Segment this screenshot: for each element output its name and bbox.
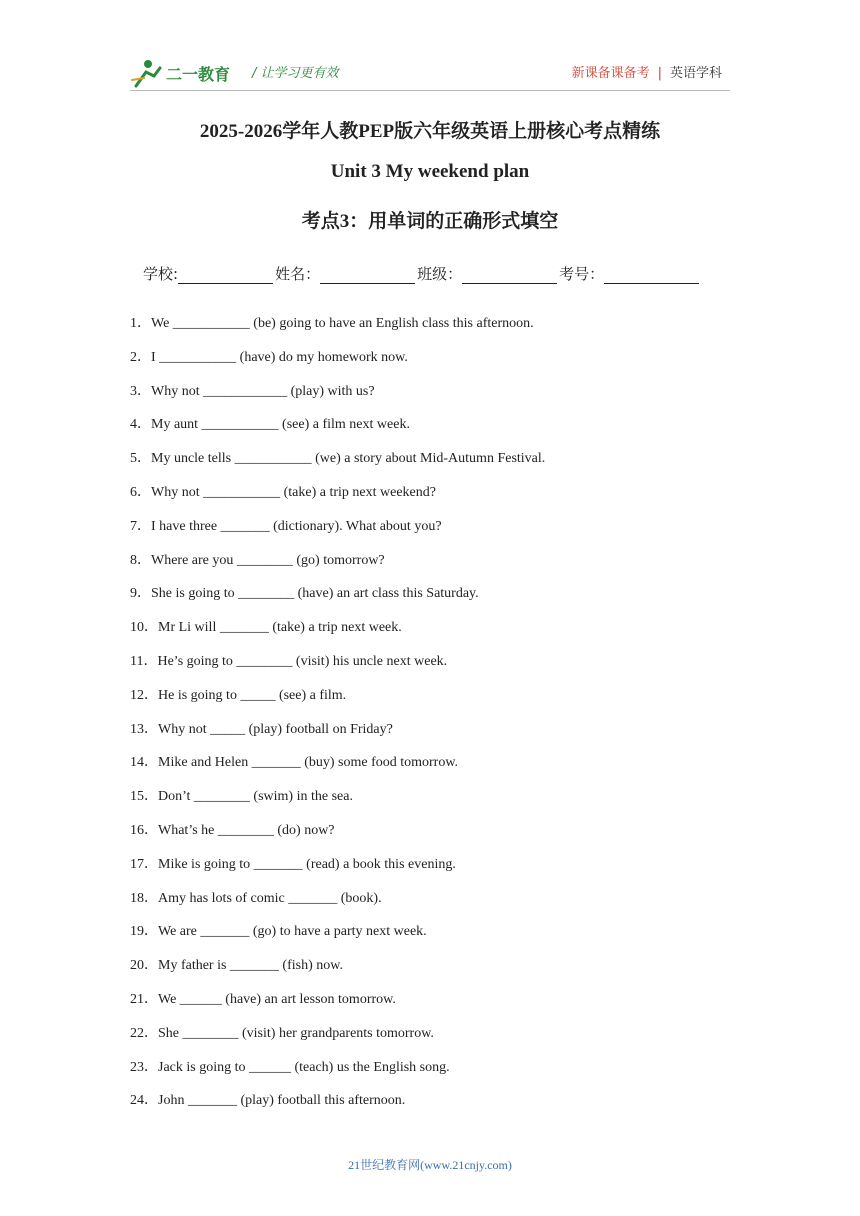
question-item: 3．Why not ____________ (play) with us? bbox=[130, 383, 375, 399]
question-item: 13．Why not _____ (play) football on Friday? bbox=[130, 721, 393, 737]
question-item: 16．What’s he ________ (do) now? bbox=[130, 822, 335, 838]
question-item: 9．She is going to ________ (have) an art class this Saturday. bbox=[130, 586, 479, 602]
question-item: 2．I ___________ (have) do my homework now. bbox=[130, 349, 408, 365]
slogan: / 让学习更有效 bbox=[252, 66, 339, 81]
exam-number-blank bbox=[604, 267, 699, 284]
header-separator: | bbox=[657, 66, 662, 81]
header-divider bbox=[130, 90, 730, 91]
class-blank bbox=[462, 267, 557, 284]
question-item: 19．We are _______ (go) to have a party next week. bbox=[130, 924, 427, 940]
question-item: 22．She ________ (visit) her grandparents tomorrow. bbox=[130, 1025, 434, 1041]
question-item: 18．Amy has lots of comic _______ (book). bbox=[130, 890, 382, 906]
school-label: 学校: bbox=[143, 265, 179, 283]
question-item: 10．Mr Li will _______ (take) a trip next week. bbox=[130, 620, 402, 636]
page-header bbox=[0, 0, 860, 100]
question-item: 17．Mike is going to _______ (read) a book this evening. bbox=[130, 856, 456, 872]
header-subject-label: 英语学科 bbox=[669, 66, 722, 81]
section-title: 考点3：用单词的正确形式填空 bbox=[301, 211, 559, 232]
class-label: 班级： bbox=[417, 265, 463, 283]
document-title: 2025-2026学年人教PEP版六年级英语上册核心考点精练 bbox=[199, 121, 661, 142]
question-item: 7．I have three _______ (dictionary). What about you? bbox=[130, 518, 442, 534]
exam-number-label: 考号： bbox=[559, 265, 605, 283]
question-item: 11．He’s going to ________ (visit) his uncle next week. bbox=[130, 653, 448, 669]
school-blank bbox=[178, 267, 273, 284]
question-item: 23．Jack is going to ______ (teach) us the English song. bbox=[130, 1059, 450, 1075]
header-subject bbox=[572, 62, 722, 81]
question-item: 5．My uncle tells ___________ (we) a story about Mid-Autumn Festival. bbox=[130, 451, 546, 467]
question-list bbox=[130, 316, 750, 1127]
page-footer: 21世纪教育网(www.21cnjy.com) bbox=[348, 1158, 512, 1172]
question-item: 1．We ___________ (be) going to have an English class this afternoon. bbox=[130, 316, 534, 331]
question-item: 6．Why not ___________ (take) a trip next weekend? bbox=[130, 484, 436, 500]
question-item: 12．He is going to _____ (see) a film. bbox=[130, 687, 347, 703]
question-item: 21．We ______ (have) an art lesson tomorrow. bbox=[130, 991, 396, 1007]
name-label: 姓名： bbox=[275, 265, 321, 283]
question-item: 15．Don’t ________ (swim) in the sea. bbox=[130, 789, 353, 805]
unit-title: Unit 3 My weekend plan bbox=[330, 161, 530, 182]
brand-logo bbox=[130, 58, 242, 90]
brand-name: 二一教育 bbox=[166, 65, 231, 84]
student-info-row bbox=[143, 263, 701, 284]
question-item: 24．John _______ (play) football this afternoon. bbox=[130, 1093, 406, 1109]
question-item: 8．Where are you ________ (go) tomorrow? bbox=[130, 552, 385, 568]
question-item: 20．My father is _______ (fish) now. bbox=[130, 958, 343, 974]
question-item: 14．Mike and Helen _______ (buy) some food tomorrow. bbox=[130, 755, 459, 771]
name-blank bbox=[320, 267, 415, 284]
question-item: 4．My aunt ___________ (see) a film next week. bbox=[130, 417, 410, 433]
header-course-label: 新课备课备考 bbox=[571, 66, 650, 81]
